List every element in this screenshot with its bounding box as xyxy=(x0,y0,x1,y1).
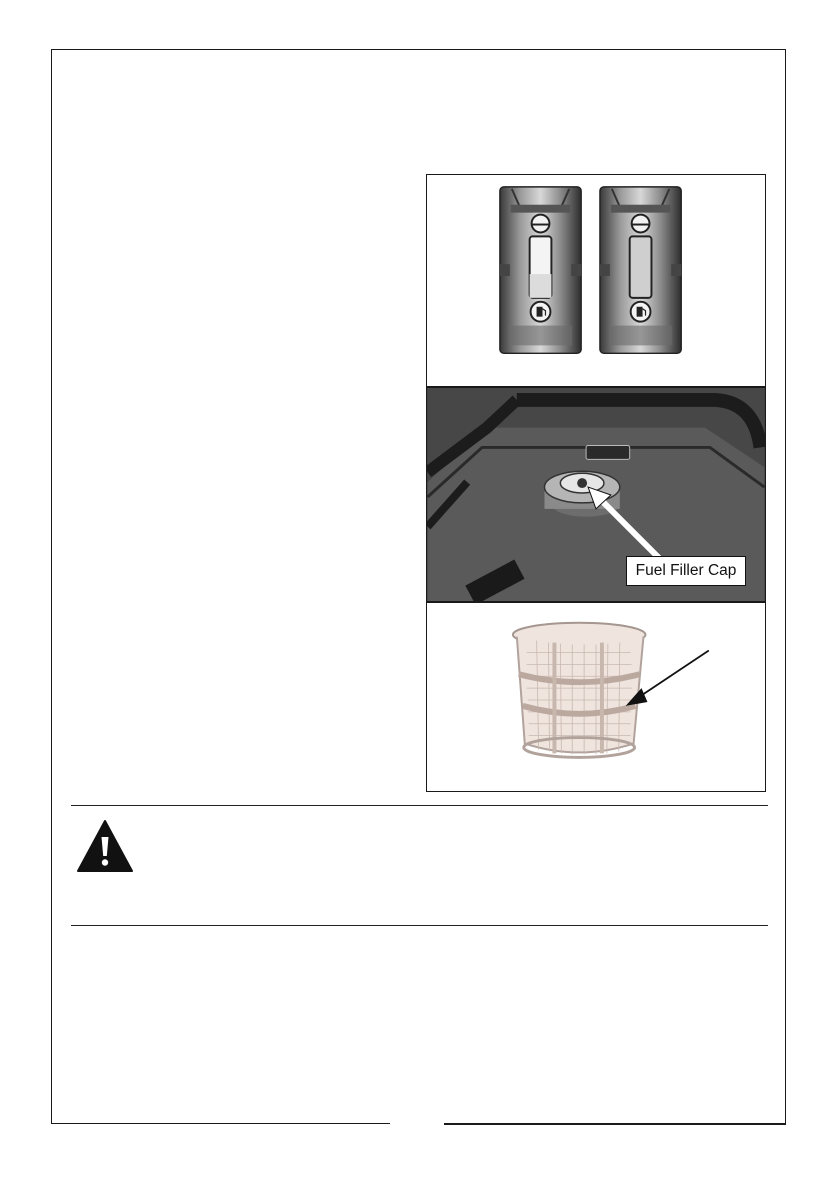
arrow-icon xyxy=(638,650,709,697)
fuel-gauge-right xyxy=(600,187,681,353)
warning-rule-bottom xyxy=(71,925,768,926)
warning-rule-top xyxy=(71,805,768,806)
warning-triangle-icon xyxy=(76,818,134,874)
fuel-gauges-photo xyxy=(427,175,765,386)
fuel-filter-photo xyxy=(427,603,765,791)
fuel-filler-cap-label: Fuel Filler Cap xyxy=(626,556,746,586)
footer-gap xyxy=(390,1118,444,1130)
fuel-gauge-left xyxy=(500,187,581,353)
fuel-filter-figure xyxy=(426,602,766,792)
fuel-cap-figure xyxy=(426,387,766,602)
fuel-gauges-figure xyxy=(426,174,766,387)
footer-rule xyxy=(444,1124,786,1125)
